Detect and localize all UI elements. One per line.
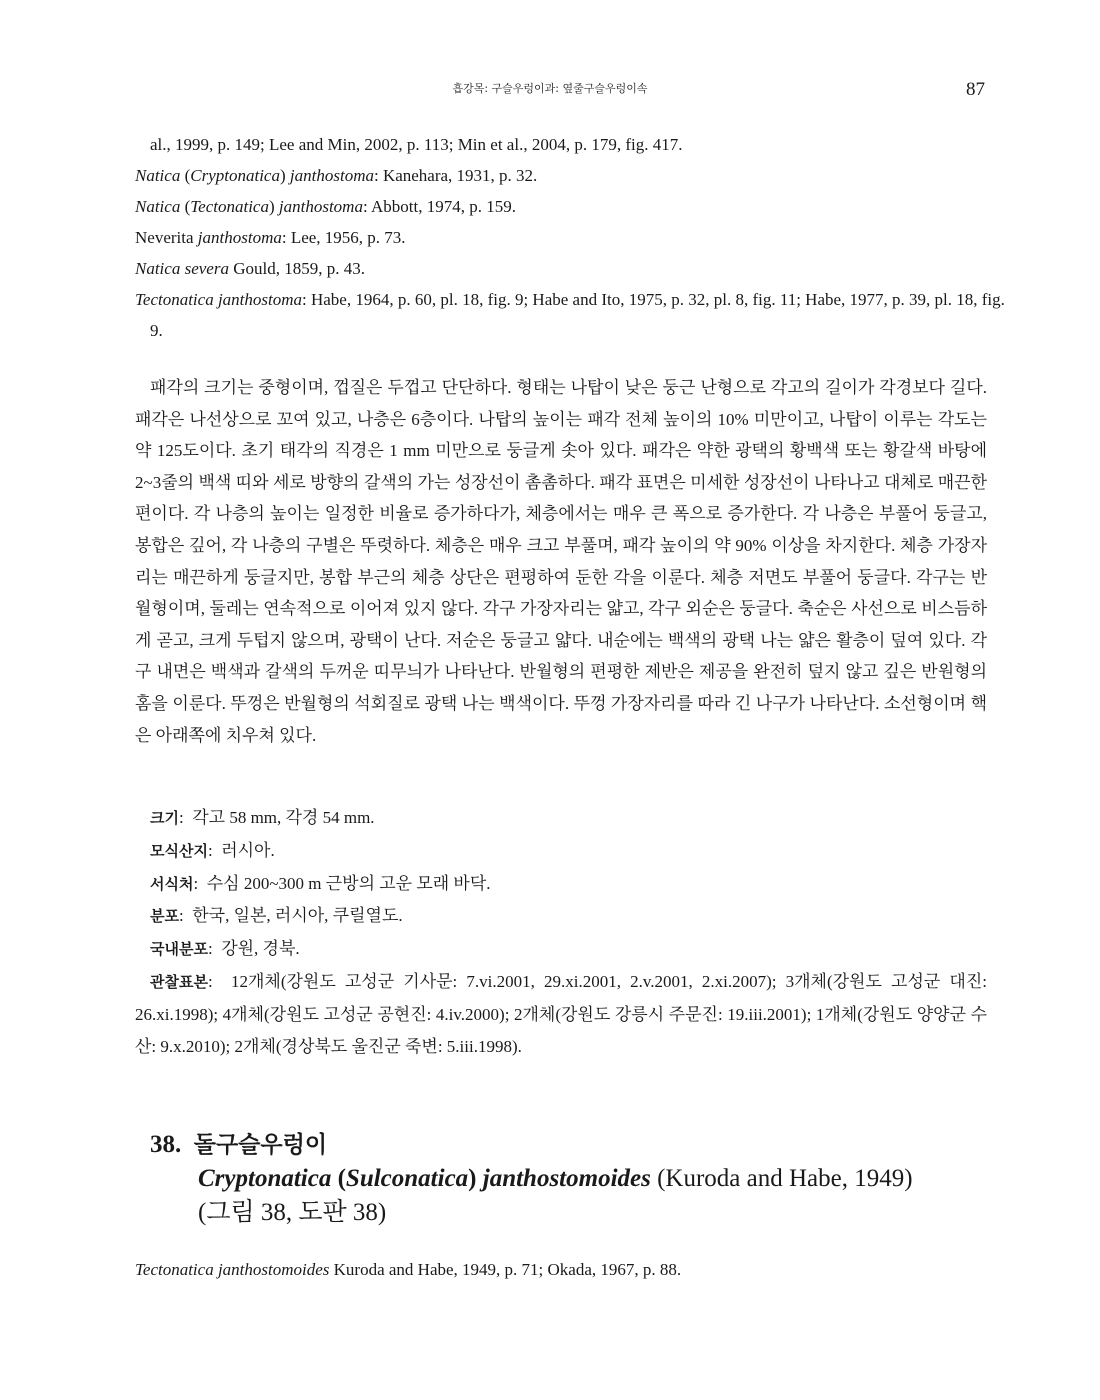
fact-size: 크기: 각고 58 mm, 각경 54 mm.	[150, 808, 375, 827]
fact-domestic-distribution: 국내분포: 강원, 경북.	[150, 939, 300, 959]
description-paragraph: 패각의 크기는 중형이며, 껍질은 두껍고 단단하다. 형태는 나탑이 낮은 둥근 난형으로 각고의 길이가 각경보다 길다. 패각은 나선상으로 꼬여 있고, 나층은 6층이다. 나탑의 높이는 패각 전체 높이의 10% 미만이고, 나탑이 이루는 각도는 약 125도이다. 초기 태각의 직경은 1 mm 미만으로 둥글게 솟아 있다. 패각은 약한 광택의 황백색 또는 황갈색 바탕에 2~3줄의 백색 띠와 세로 방향의 갈색의 가는 성장선이 촘촘하다. 패각 표면은 미세한 성장선이 나타나고 대체로 매끈한 편이다. 각 나층의 높이는 일정한 비율로 증가하다가, 체층에서는 매우 큰 폭으로 증가한다. 각 나층은 부풀어 둥글고, 봉합은 깊어, 각 나층의 구별은 뚜렷하다. 체층은 매우 크고 부풀며, 패각 높이의 약 90% 이상을 차지한다. 체층 가장자리는 매끈하게 둥글지만, 봉합 부근의 체층 상단은 편평하여 둔한 각을 이룬다. 체층 저면도 부풀어 둥글다. 각구는 반월형이며, 둘레는 연속적으로 이어져 있지 않다. 각구 가장자리는 얇고, 각구 외순은 둥글다. 축순은 사선으로 비스듬하게 곧고, 크게 두텁지 않으며, 광택이 난다. 저순은 둥글고 얇다. 내순에는 백색의 광택 나는 얇은 활층이 덮여 있다. 각구 내면은 백색과 갈색의 두꺼운 띠무늬가 나타난다. 반월형의 편평한 제반은 제공을 완전히 덮지 않고 깊은 반원형의 홈을 이룬다. 뚜껑은 반월형의 석회질로 광택 나는 백색이다. 뚜껑 가장자리를 따라 긴 나구가 나타난다. 소선형이며 핵은 아래쪽에 치우쳐 있다.	[135, 378, 987, 745]
fact-distribution: 분포: 한국, 일본, 러시아, 쿠릴열도.	[150, 906, 403, 926]
synonym-line: Natica (Cryptonatica) janthostoma: Kanehara, 1931, p. 32.	[135, 166, 538, 185]
synonym-line: Neverita janthostoma: Lee, 1956, p. 73.	[135, 228, 406, 247]
fact-specimens: 관찰표본: 12개체(강원도 고성군 기사문: 7.vi.2001, 29.xi.2001, 2.v.2001, 2.xi.2007); 3개체(강원도 고성군 대진: 26.xi.1998); 4개체(강원도 고성군 공현진: 4.iv.2000); 2개체(강원도 강릉시 주문진: 19.iii.2001); 1개체(강원도 양양군 수산: 9.x.2010); 2개체(경상북도 울진군 죽변: 5.iii.1998).	[135, 971, 987, 1056]
facts-block	[135, 802, 987, 1062]
species-scientific-name: Cryptonatica (Sulconatica) janthostomoides (Kuroda and Habe, 1949)	[198, 1165, 913, 1192]
species-heading: 38. 돌구슬우렁이	[150, 1131, 328, 1158]
fact-habitat: 서식처: 수심 200~300 m 근방의 고운 모래 바닥.	[150, 873, 491, 893]
synonym-line: Tectonatica janthostomoides Kuroda and Habe, 1949, p. 71; Okada, 1967, p. 88.	[135, 1260, 682, 1279]
page-number: 87	[966, 79, 985, 100]
fact-type-locality: 모식산지: 러시아.	[150, 840, 275, 860]
running-head: 흡강목: 구슬우렁이과: 옆줄구슬우렁이속	[452, 82, 648, 95]
synonym-line: al., 1999, p. 149; Lee and Min, 2002, p. 113; Min et al., 2004, p. 179, fig. 417.	[150, 135, 683, 154]
synonym-line: Natica (Tectonatica) janthostoma: Abbott, 1974, p. 159.	[135, 197, 516, 216]
species-figure-ref: (그림 38, 도판 38)	[198, 1199, 387, 1226]
synonym-line: Natica severa Gould, 1859, p. 43.	[135, 259, 365, 278]
synonym-line: Tectonatica janthostoma: Habe, 1964, p. 60, pl. 18, fig. 9; Habe and Ito, 1975, p. 32, pl. 8, fig. 11; Habe, 1977, p. 39, pl. 18, fig. 9.	[135, 290, 1005, 340]
